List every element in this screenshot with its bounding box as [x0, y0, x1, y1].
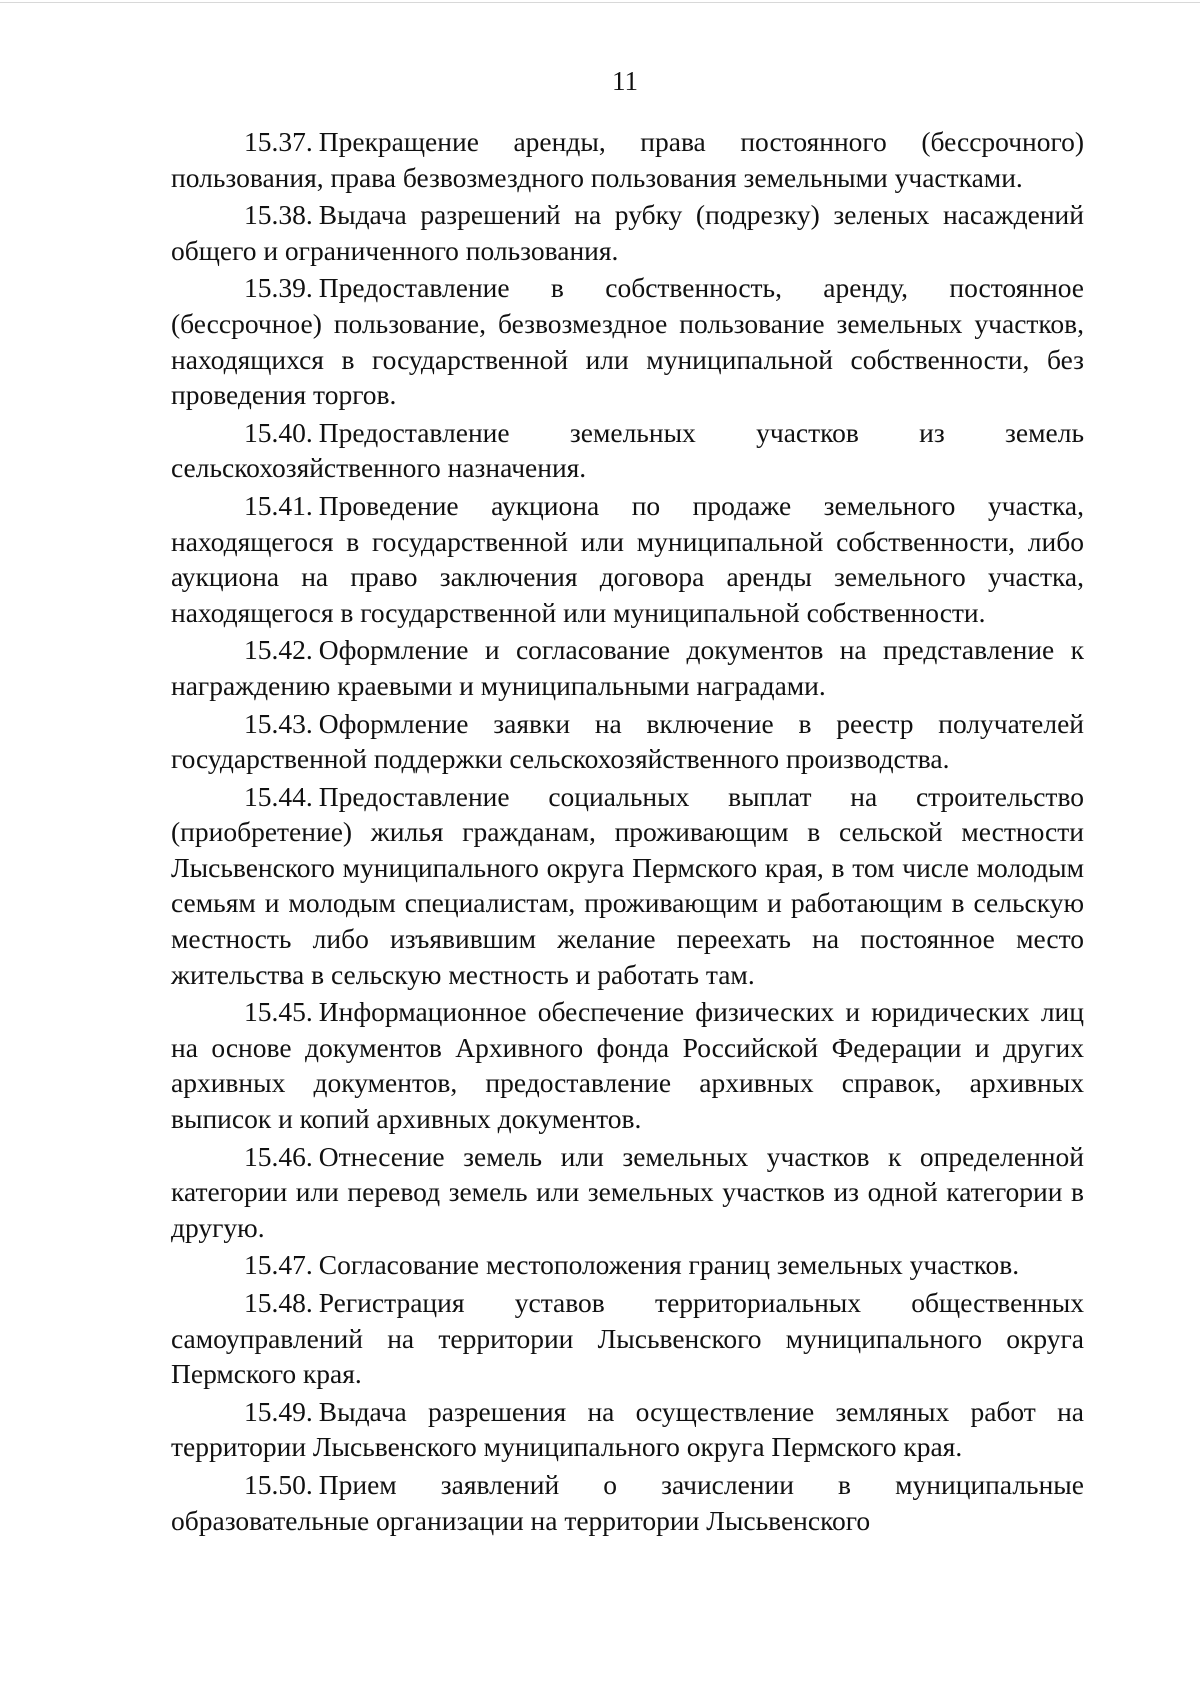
list-item: [171, 1139, 1084, 1246]
item-text: Регистрация уставов территориальных общественных самоуправлений на территории Лысьвенского муниципального округа Пермского края.: [171, 1287, 1084, 1390]
page-number: 11: [612, 66, 638, 96]
list-item: [171, 1467, 1084, 1538]
item-text: Оформление заявки на включение в реестр получателей государственной поддержки сельскохозяйственного производства.: [171, 707, 1084, 775]
list-item: [171, 994, 1084, 1136]
item-number: 15.47.: [244, 1249, 313, 1281]
item-text: Отнесение земель или земельных участков к определенной категории или перевод земель или земельных участков из одной категории в другую.: [171, 1140, 1084, 1243]
item-number: 15.50.: [244, 1468, 313, 1500]
list-item: [171, 706, 1084, 777]
item-number: 15.37.: [244, 126, 313, 157]
document-body: [171, 124, 1084, 1540]
item-text: Согласование местоположения границ земельных участков.: [318, 1249, 1020, 1281]
item-text: Оформление и согласование документов на представление к награждению краевыми и муниципальными наградами.: [171, 634, 1084, 701]
list-item: [171, 488, 1084, 630]
item-text: Информационное обеспечение физических и юридических лиц на основе документов Архивного фонда Российской Федерации и других архивных документов, предоставление архивных справок, архивных выписок и копий архивных документов.: [171, 996, 1084, 1135]
item-text: Выдача разрешений на рубку (подрезку) зеленых насаждений общего и ограниченного пользования.: [171, 199, 1084, 266]
item-number: 15.45.: [244, 996, 313, 1028]
item-number: 15.41.: [244, 489, 313, 521]
item-text: Предоставление в собственность, аренду, постоянное (бессрочное) пользование, безвозмездное пользование земельных участков, находящихся в государственной или муниципальной собственности, без проведения торгов.: [171, 272, 1084, 411]
item-text: Предоставление земельных участков из земель сельскохозяйственного назначения.: [171, 416, 1084, 484]
scan-edge-line: [0, 2, 1200, 3]
list-item: [171, 270, 1084, 412]
list-item: [171, 1247, 1084, 1283]
item-number: 15.44.: [244, 780, 313, 812]
item-number: 15.39.: [244, 272, 313, 304]
list-item: [171, 124, 1084, 195]
item-number: 15.49.: [244, 1395, 313, 1427]
item-number: 15.40.: [244, 416, 313, 448]
item-number: 15.43.: [244, 707, 313, 739]
item-number: 15.46.: [244, 1140, 313, 1172]
item-text: Проведение аукциона по продаже земельного участка, находящегося в государственной или муниципальной собственности, либо аукциона на право заключения договора аренды земельного участка, находящегося в государственной или муниципальной собственности.: [171, 489, 1084, 628]
list-item: [171, 415, 1084, 486]
list-item: [171, 1394, 1084, 1465]
item-text: Предоставление социальных выплат на строительство (приобретение) жилья гражданам, проживающим в сельской местности Лысьвенского муниципального округа Пермского края, в том числе молодым семьям и молодым специалистам, проживающим и работающим в сельскую местность либо изъявившим желание переехать на постоянное место жительства в сельскую местность и работать там.: [171, 780, 1084, 990]
list-item: [171, 197, 1084, 268]
item-text: Выдача разрешения на осуществление земляных работ на территории Лысьвенского муниципального округа Пермского края.: [171, 1395, 1084, 1463]
item-number: 15.38.: [244, 199, 313, 231]
list-item: [171, 779, 1084, 993]
item-text: Прием заявлений о зачислении в муниципальные образовательные организации на территории Лысьвенского: [171, 1468, 1084, 1536]
list-item: [171, 1285, 1084, 1392]
list-item: [171, 632, 1084, 703]
item-text: Прекращение аренды, права постоянного (бессрочного) пользования, права безвозмездного пользования земельными участками.: [171, 126, 1084, 193]
item-number: 15.48.: [244, 1287, 313, 1318]
item-number: 15.42.: [244, 634, 313, 666]
